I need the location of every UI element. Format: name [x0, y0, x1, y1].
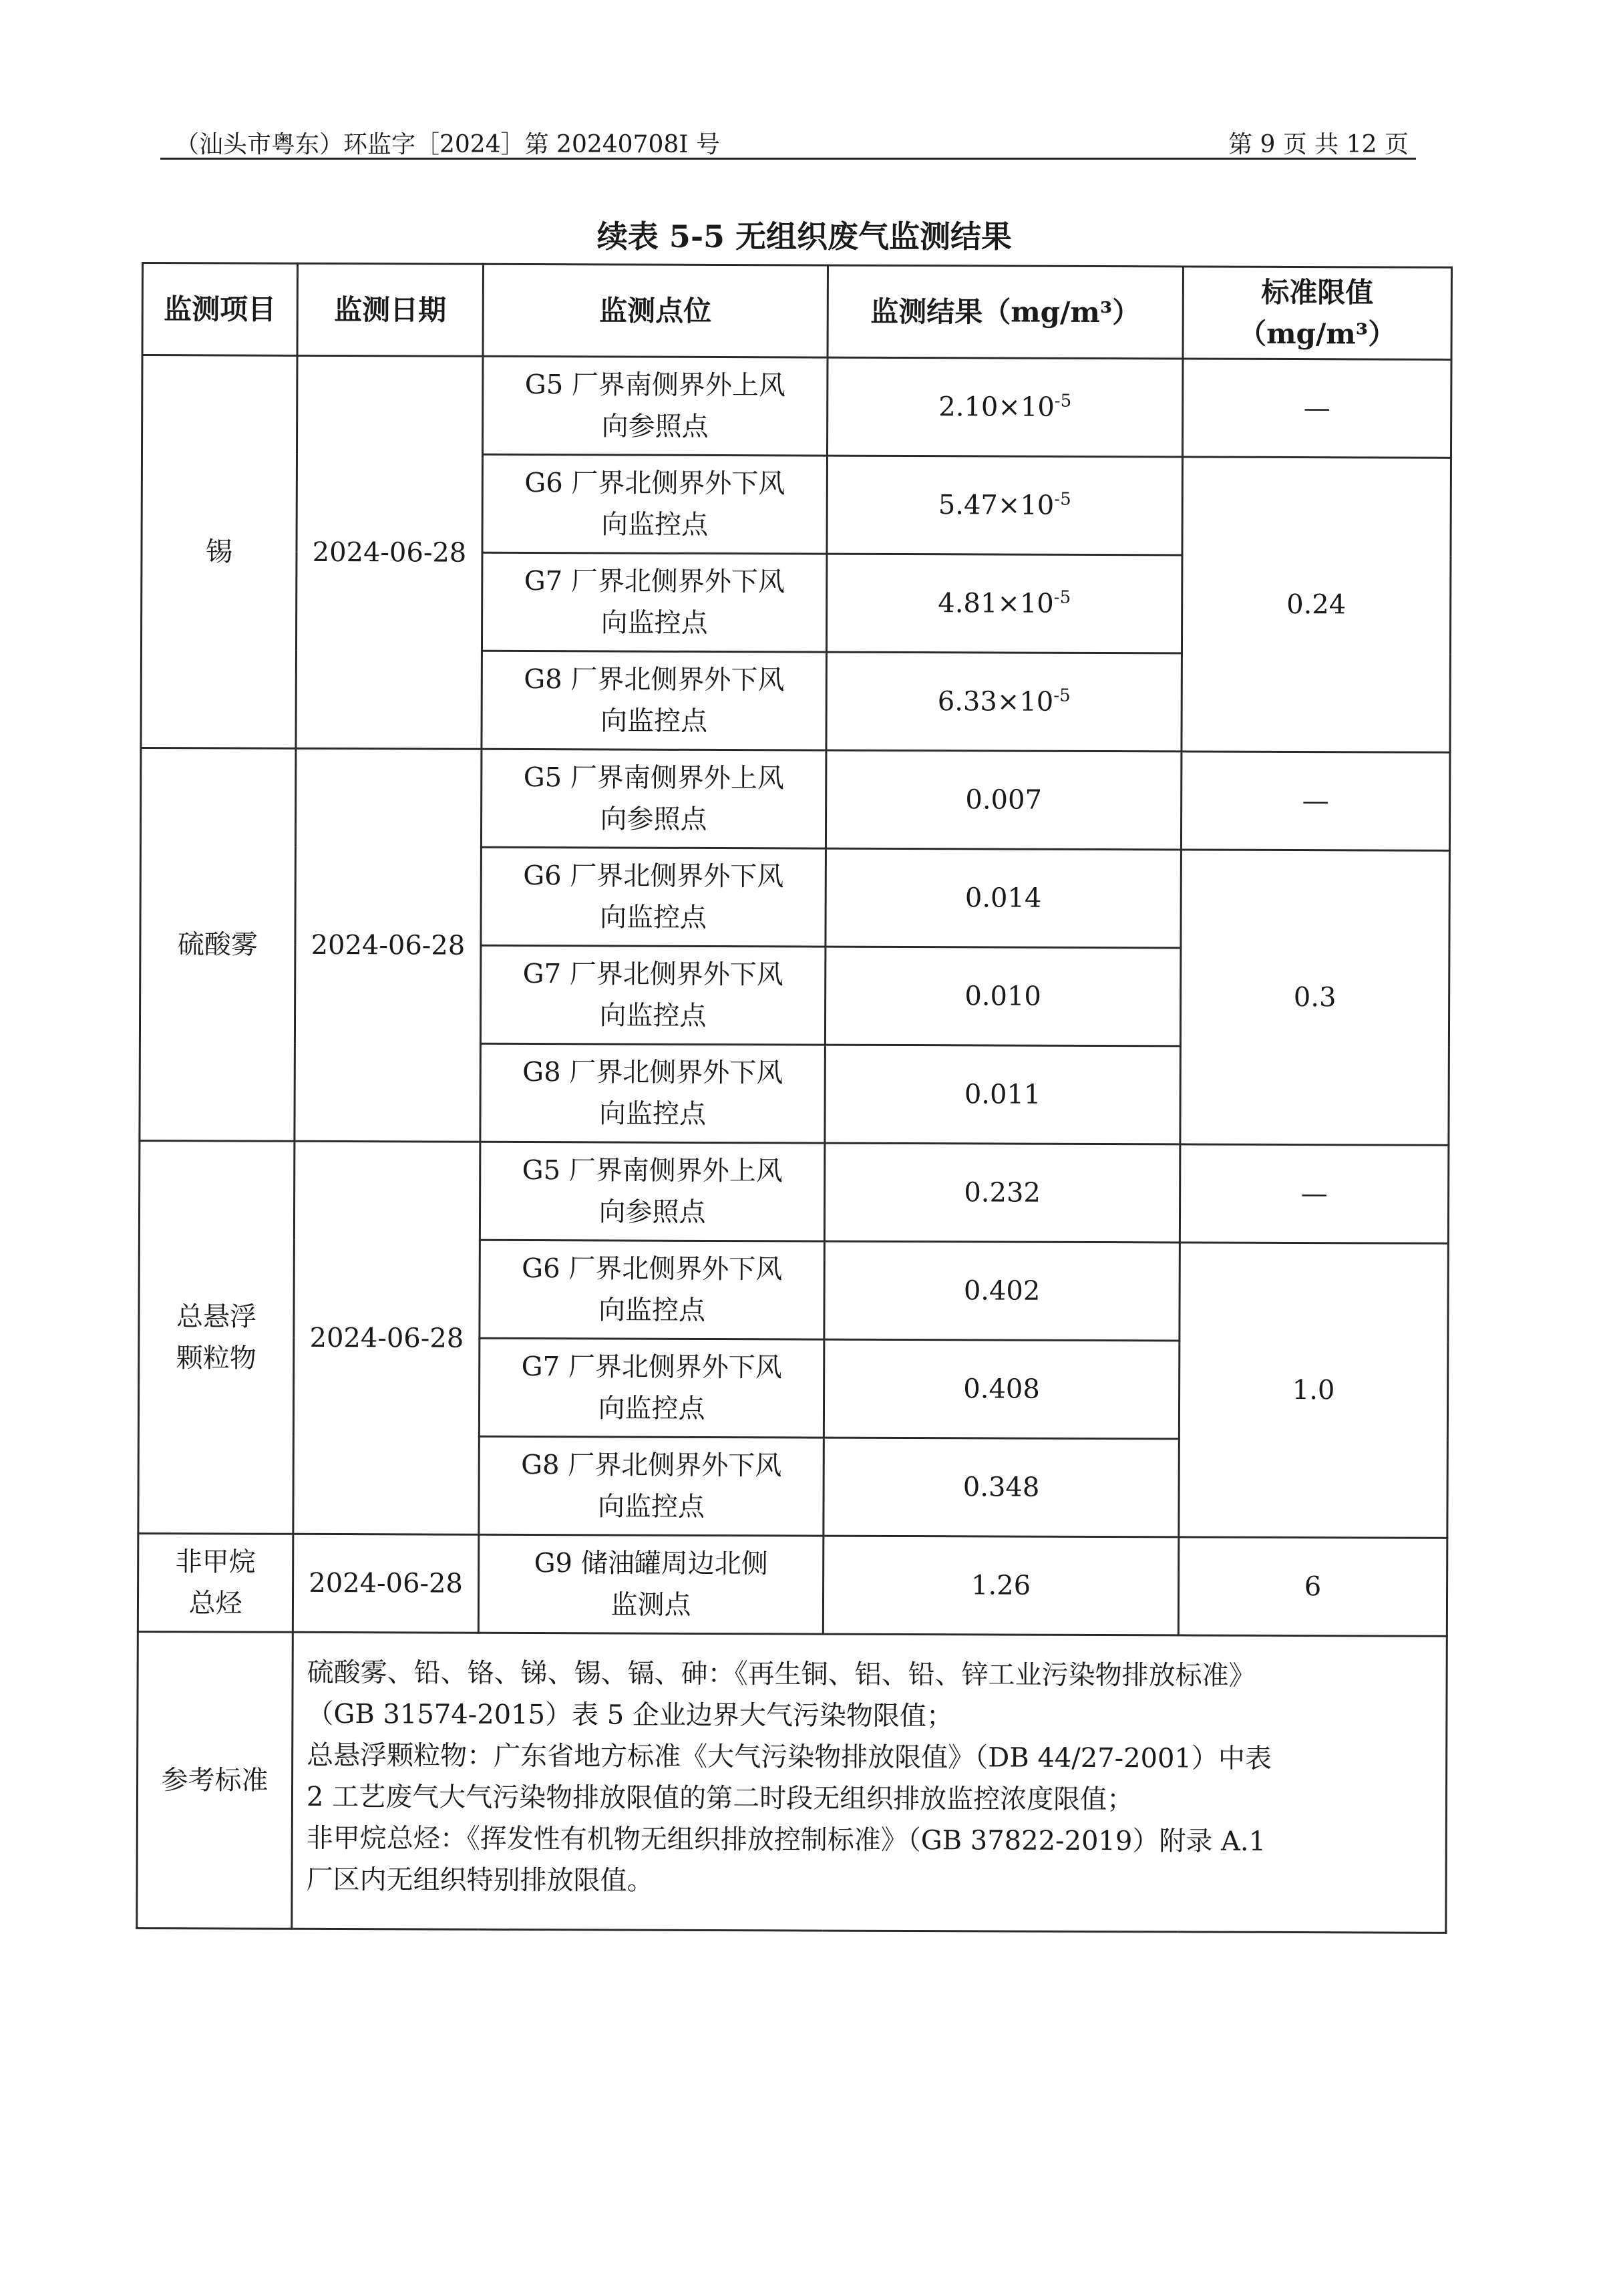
limit-cell: 6 [1178, 1537, 1447, 1636]
reference-line: 总悬浮颗粒物：广东省地方标准《大气污染物排放限值》（DB 44/27-2001）中表 [307, 1740, 1272, 1774]
result-cell: $6.33\times 10^{-5}$ [826, 652, 1182, 752]
table-row [142, 355, 1451, 458]
table-header-row [142, 263, 1451, 360]
col-header-item: 监测项目 [142, 263, 297, 356]
item-cell: 硫酸雾 [140, 748, 296, 1142]
point-cell: G8 厂界北侧界外下风 向监控点 [479, 1436, 824, 1536]
limit-cell: 0.3 [1180, 850, 1450, 1145]
result-cell: $2.10\times 10^{-5}$ [827, 357, 1183, 457]
table-row [138, 1533, 1447, 1636]
page-indicator: 第 9 页 共 12 页 [1228, 131, 1409, 158]
col-header-date: 监测日期 [297, 263, 483, 356]
date-cell: 2024-06-28 [293, 1141, 480, 1534]
limit-cell: — [1180, 1144, 1449, 1243]
date-cell: 2024-06-28 [293, 1534, 479, 1633]
limit-cell: 1.0 [1179, 1243, 1449, 1538]
point-cell: G5 厂界南侧界外上风 向参照点 [481, 749, 826, 848]
item-cell: 锡 [141, 355, 297, 749]
result-cell: 0.402 [824, 1241, 1180, 1341]
table-row [139, 1140, 1449, 1243]
result-cell: 0.232 [824, 1143, 1180, 1243]
report-number: （汕头市粤东）环监字［2024］第 20240708I 号 [175, 131, 720, 158]
point-cell: G5 厂界南侧界外上风 向参照点 [482, 356, 828, 456]
reference-line: （GB 31574-2015）表 5 企业边界大气污染物限值； [307, 1698, 953, 1732]
point-cell: G6 厂界北侧界外下风 向监控点 [480, 1240, 825, 1339]
reference-line: 2 工艺废气大气污染物排放限值的第二时段无组织排放监控浓度限值； [306, 1781, 1134, 1816]
limit-cell: 0.24 [1182, 457, 1451, 752]
result-cell: $5.47\times 10^{-5}$ [827, 456, 1183, 555]
point-cell: G8 厂界北侧界外下风 向监控点 [482, 651, 827, 750]
limit-cell: — [1181, 752, 1450, 850]
reference-line: 硫酸雾、铅、铬、锑、锡、镉、砷：《再生铜、铝、铅、锌工业污染物排放标准》 [307, 1657, 1256, 1691]
item-cell: 总悬浮 颗粒物 [138, 1140, 295, 1534]
reference-line: 厂区内无组织特别排放限值。 [306, 1864, 654, 1897]
date-cell: 2024-06-28 [295, 748, 482, 1142]
result-cell: 0.007 [826, 750, 1182, 850]
point-cell: G6 厂界北侧界外下风 向监控点 [482, 454, 828, 554]
table-title: 续表 5-5 无组织废气监测结果 [596, 218, 1013, 255]
result-cell: 0.014 [826, 848, 1182, 948]
reference-label: 参考标准 [137, 1631, 293, 1929]
result-cell: 0.408 [824, 1339, 1180, 1439]
point-cell: G7 厂界北侧界外下风 向监控点 [480, 945, 826, 1045]
table-row [140, 748, 1450, 851]
monitoring-results-table [136, 262, 1453, 1934]
item-cell: 非甲烷 总烃 [138, 1533, 293, 1632]
point-cell: G7 厂界北侧界外下风 向监控点 [482, 552, 827, 652]
reference-row [137, 1631, 1447, 1933]
limit-cell: — [1182, 359, 1451, 458]
header-divider [160, 158, 1416, 160]
result-cell: 0.010 [825, 947, 1181, 1046]
date-cell: 2024-06-28 [296, 355, 483, 749]
result-cell: 0.011 [825, 1045, 1181, 1144]
point-cell: G8 厂界北侧界外下风 向监控点 [480, 1043, 826, 1143]
point-cell: G6 厂界北侧界外下风 向监控点 [481, 847, 826, 947]
point-cell: G5 厂界南侧界外上风 向参照点 [480, 1142, 825, 1241]
reference-text [292, 1632, 1447, 1933]
reference-line: 非甲烷总烃：《挥发性有机物无组织排放控制标准》（GB 37822-2019）附录 A.1 [306, 1822, 1266, 1857]
point-cell: G7 厂界北侧界外下风 向监控点 [479, 1338, 824, 1438]
col-header-limit: 标准限值 （mg/m³） [1183, 267, 1451, 359]
result-cell: $4.81\times 10^{-5}$ [826, 554, 1182, 653]
result-cell: 0.348 [824, 1438, 1180, 1537]
col-header-point: 监测点位 [483, 264, 828, 357]
result-cell: 1.26 [823, 1536, 1179, 1635]
col-header-result: 监测结果（mg/m³） [828, 265, 1183, 359]
point-cell: G9 储油罐周边北侧 监测点 [478, 1534, 824, 1634]
